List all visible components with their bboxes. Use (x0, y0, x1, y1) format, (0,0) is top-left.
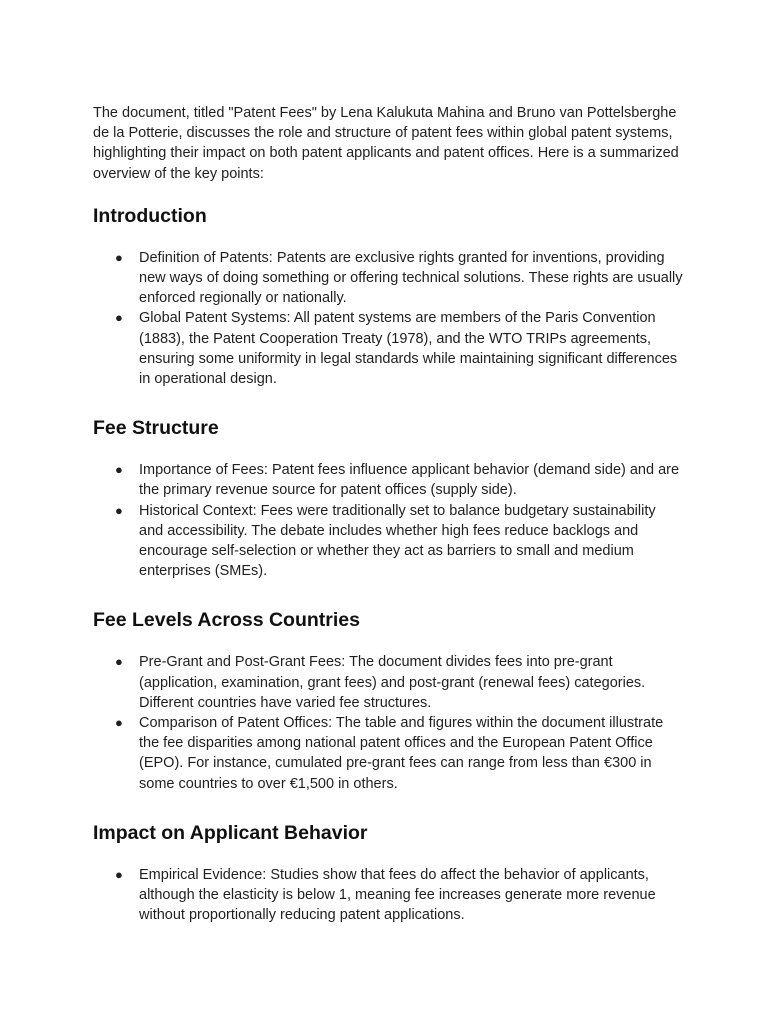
list-item-text: Importance of Fees: Patent fees influence applicant behavior (demand side) and are the primary revenue source for patent offices (supply side). (139, 462, 680, 499)
list-fee-levels (93, 652, 683, 793)
list-item (93, 248, 683, 309)
list-item-text: Comparison of Patent Offices: The table and figures within the document illustrate the fee disparities among national patent offices and the European Patent Office (EPO). For instance, cumulated pre-grant fees can range from less than €300 in some countries to over €1,500 in others. (139, 715, 664, 792)
list-item (93, 652, 683, 713)
bullet-icon: ● (115, 462, 123, 478)
list-item (93, 460, 683, 500)
list-fee-structure (93, 460, 683, 581)
bullet-icon: ● (115, 502, 123, 518)
heading-fee-structure: Fee Structure (93, 417, 219, 440)
intro-paragraph: The document, titled "Patent Fees" by Lena Kalukuta Mahina and Bruno van Pottelsberghe de la Potterie, discusses the role and structure of patent fees within global patent systems, highlighting their impact on both patent applicants and patent offices. Here is a summarized overview of the key points: (93, 105, 679, 182)
list-item-text: Global Patent Systems: All patent systems are members of the Paris Convention (1883), the Patent Cooperation Treaty (1978), and the WTO TRIPs agreements, ensuring some uniformity in legal standards while maintaining significant differences in operational design. (139, 310, 678, 388)
list-item (93, 501, 683, 582)
list-item-text: Empirical Evidence: Studies show that fees do affect the behavior of applicants, although the elasticity is below 1, meaning fee increases generate more revenue without proportionally reducing patent applications. (139, 866, 656, 924)
list-item-text: Definition of Patents: Patents are exclusive rights granted for inventions, providing new ways of doing something or offering technical solutions. These rights are usually enforced regionally or nationally. (139, 249, 683, 307)
list-item (93, 713, 683, 794)
heading-impact: Impact on Applicant Behavior (93, 821, 368, 844)
list-introduction (93, 248, 683, 389)
list-item (93, 865, 683, 926)
bullet-icon: ● (115, 715, 123, 731)
bullet-icon: ● (115, 866, 123, 882)
bullet-icon: ● (115, 249, 123, 265)
heading-introduction: Introduction (93, 204, 207, 227)
bullet-icon: ● (115, 310, 123, 326)
list-item-text: Historical Context: Fees were traditionally set to balance budgetary sustainability and accessibility. The debate includes whether high fees reduce backlogs and encourage self-selection or whether they act as barriers to small and medium enterprises (SMEs). (139, 502, 656, 580)
list-item (93, 308, 683, 389)
heading-fee-levels: Fee Levels Across Countries (93, 609, 360, 632)
document-page (93, 103, 683, 925)
list-item-text: Pre-Grant and Post-Grant Fees: The document divides fees into pre-grant (application, examination, grant fees) and post-grant (renewal fees) categories. Different countries have varied fee structures. (139, 654, 646, 711)
bullet-icon: ● (115, 654, 123, 670)
list-impact (93, 865, 683, 926)
